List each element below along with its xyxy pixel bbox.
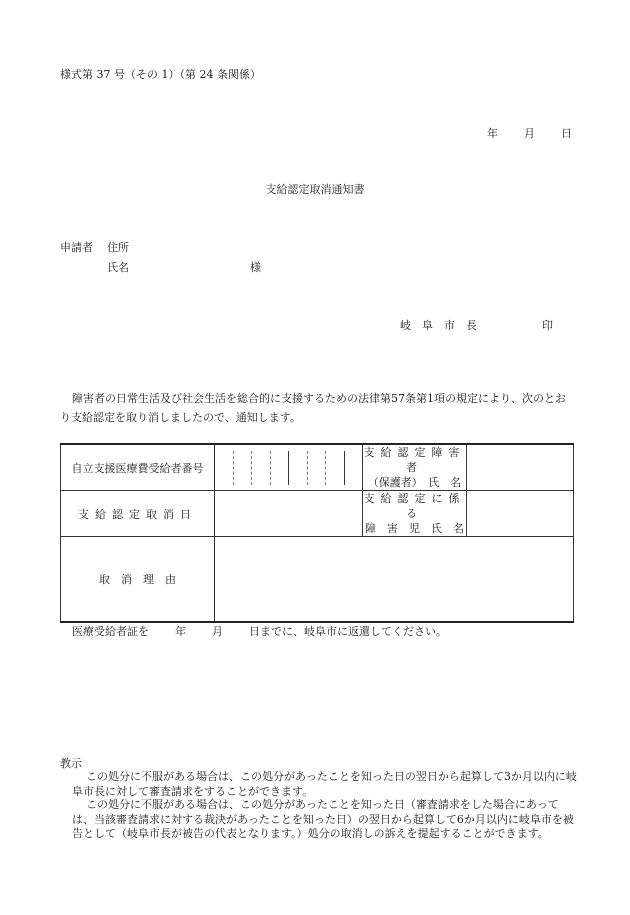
document-title: 支給認定取消通知書 [265, 183, 365, 196]
child-label-line2: 障 害 児 氏 名 [365, 522, 464, 535]
name-label: 氏名 [107, 261, 129, 274]
body-text: 障害者の日常生活及び社会生活を総合的に支援するための法律第57条第1項の規定により、次のとおり支給認定を取り消しましたので、通知します。 [60, 392, 566, 424]
date-month-label: 月 [524, 127, 535, 140]
child-name-field[interactable] [467, 491, 574, 537]
instruction-paragraph-2: この処分に不服がある場合は、この処分があったことを知った日（審査請求をした場合にあっては、当該審査請求に対する裁決があったことを知った日）の翌日から起算して6か月以内に岐阜市を被告として（岐阜市長が被告の代表となります。）処分の取消しの訴えを提起することができます。 [72, 798, 574, 840]
recipient-number-field[interactable] [215, 444, 363, 491]
revocation-form-table [60, 443, 574, 623]
return-month-label: 月 [212, 625, 223, 638]
mayor-title: 岐 阜 市 長 [400, 319, 477, 332]
date-day-label: 日 [561, 127, 572, 140]
address-label: 住所 [107, 241, 129, 254]
certified-person-name-field[interactable] [467, 444, 574, 491]
certified-person-label-line1: 支給認定障害者 [363, 446, 466, 474]
reason-field[interactable] [215, 537, 574, 622]
applicant-label: 申請者 [60, 241, 93, 254]
instruction-heading: 教示 [60, 757, 82, 770]
child-name-label [363, 491, 467, 537]
revocation-date-label: 支給認定取消日 [61, 491, 215, 537]
return-year-label: 年 [175, 625, 186, 638]
recipient-number-label: 自立支援医療費受給者番号 [61, 444, 215, 491]
form-number: 様式第 37 号（その 1）（第 24 条関係） [60, 68, 261, 81]
instruction-paragraph-1: この処分に不服がある場合は、この処分があったことを知った日の翌日から起算して3か月以内に岐阜市長に対して審査請求をすることができます。 [72, 770, 577, 798]
date-year-label: 年 [487, 127, 498, 140]
return-prefix: 医療受給者証を [72, 625, 149, 638]
honorific: 様 [250, 261, 261, 274]
certified-person-label-line2: （保護者） 氏 名 [367, 476, 462, 489]
reason-label: 取 消 理 由 [61, 537, 215, 622]
seal-mark: 印 [542, 319, 553, 332]
revocation-date-field[interactable] [215, 491, 363, 537]
child-label-line1: 支給認定に係る [363, 492, 466, 520]
return-suffix: 日までに、岐阜市に返還してください。 [249, 625, 447, 638]
return-notice [72, 623, 447, 639]
certified-person-label [363, 444, 467, 491]
